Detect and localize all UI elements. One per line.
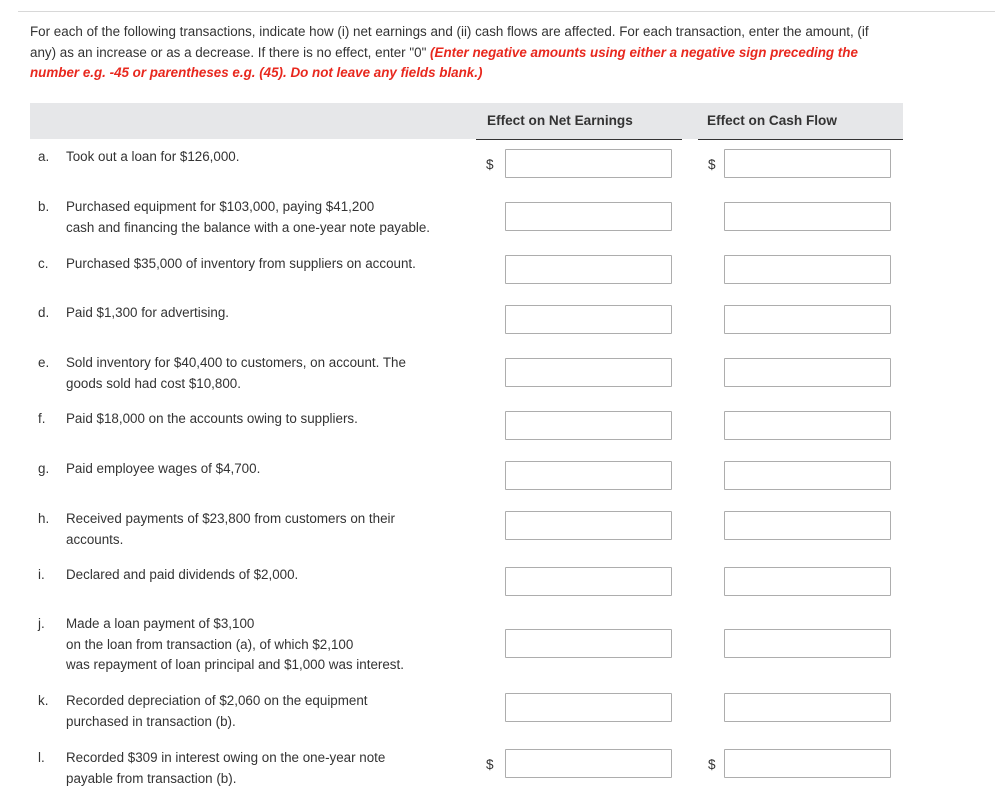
dollar-sign: $: [486, 757, 494, 772]
transaction-description-line: accounts.: [66, 531, 124, 547]
transaction-description-line: Received payments of $23,800 from customers on their: [66, 511, 395, 526]
net-earnings-input[interactable]: [505, 255, 672, 284]
cash-flow-input[interactable]: [724, 749, 891, 778]
transaction-description-line: goods sold had cost $10,800.: [66, 375, 241, 391]
transaction-description-line: Took out a loan for $126,000.: [66, 149, 240, 164]
cash-flow-input[interactable]: [724, 149, 891, 178]
transaction-description: [66, 748, 466, 789]
net-earnings-input[interactable]: [505, 511, 672, 540]
column-underline-cash-flow: [698, 139, 903, 140]
dollar-sign: $: [486, 157, 494, 172]
transaction-description: [66, 353, 466, 394]
transaction-letter: l.: [38, 750, 45, 765]
instructions-warning: (Enter negative amounts using either a negative sign preceding the number e.g. -45 or parentheses e.g. (45). Do not leave any fields blank.): [30, 44, 858, 80]
transaction-description-line: Recorded depreciation of $2,060 on the equipment: [66, 693, 368, 708]
column-underline-net-earnings: [476, 139, 682, 140]
net-earnings-input[interactable]: [505, 202, 672, 231]
cash-flow-input[interactable]: [724, 411, 891, 440]
net-earnings-input[interactable]: [505, 461, 672, 490]
transaction-description: [66, 509, 466, 550]
transaction-description: [66, 691, 466, 732]
transaction-description-line: cash and financing the balance with a one-year note payable.: [66, 219, 431, 235]
transaction-description-line: Sold inventory for $40,400 to customers, on account. The: [66, 355, 406, 370]
instructions-text: For each of the following transactions, indicate how (i) net earnings and (ii) cash flows are affected. For each transaction, enter the amount, (if any) as an increase or as a decrease. If there is no effect, enter "0": [30, 24, 869, 60]
transaction-description-line: Paid $18,000 on the accounts owing to suppliers.: [66, 411, 358, 426]
column-header-net-earnings: Effect on Net Earnings: [487, 113, 633, 128]
transaction-description-line: was repayment of loan principal and $1,000 was interest.: [66, 657, 404, 672]
transaction-description: [66, 459, 466, 480]
transaction-description-line: Declared and paid dividends of $2,000.: [66, 567, 299, 582]
cash-flow-input[interactable]: [724, 693, 891, 722]
cash-flow-input[interactable]: [724, 305, 891, 334]
cash-flow-input[interactable]: [724, 461, 891, 490]
transaction-letter: k.: [38, 693, 49, 708]
transaction-description-line: Purchased $35,000 of inventory from suppliers on account.: [66, 256, 416, 271]
transaction-description-line: Made a loan payment of $3,100: [66, 616, 255, 631]
transaction-description-line: Recorded $309 in interest owing on the one-year note: [66, 750, 386, 765]
transaction-letter: e.: [38, 355, 50, 370]
transaction-description: [66, 409, 466, 430]
net-earnings-input[interactable]: [505, 567, 672, 596]
transaction-letter: i.: [38, 567, 45, 582]
transaction-letter: c.: [38, 256, 49, 271]
transaction-letter: b.: [38, 199, 50, 214]
column-header-cash-flow: Effect on Cash Flow: [707, 113, 837, 128]
transaction-description-line: purchased in transaction (b).: [66, 713, 236, 729]
transaction-description-line: Paid $1,300 for advertising.: [66, 305, 230, 320]
transaction-description: [66, 147, 466, 168]
dollar-sign: $: [708, 157, 716, 172]
net-earnings-input[interactable]: [505, 358, 672, 387]
transaction-letter: d.: [38, 305, 50, 320]
net-earnings-input[interactable]: [505, 629, 672, 658]
cash-flow-input[interactable]: [724, 202, 891, 231]
cash-flow-input[interactable]: [724, 358, 891, 387]
transaction-description: [66, 303, 466, 324]
net-earnings-input[interactable]: [505, 749, 672, 778]
transaction-letter: a.: [38, 149, 50, 164]
transaction-description: [66, 197, 466, 238]
net-earnings-input[interactable]: [505, 411, 672, 440]
cash-flow-input[interactable]: [724, 255, 891, 284]
transaction-letter: h.: [38, 511, 50, 526]
transaction-description: [66, 565, 466, 586]
top-divider: [18, 11, 995, 12]
cash-flow-input[interactable]: [724, 511, 891, 540]
question-instructions: [30, 22, 890, 84]
transaction-description: [66, 254, 466, 275]
transaction-description-line: on the loan from transaction (a), of which $2,100: [66, 636, 354, 652]
transaction-description-line: Purchased equipment for $103,000, paying $41,200: [66, 199, 375, 214]
net-earnings-input[interactable]: [505, 149, 672, 178]
transaction-letter: g.: [38, 461, 50, 476]
transaction-description: [66, 614, 466, 676]
cash-flow-input[interactable]: [724, 629, 891, 658]
cash-flow-input[interactable]: [724, 567, 891, 596]
transaction-letter: j.: [38, 616, 45, 631]
dollar-sign: $: [708, 757, 716, 772]
net-earnings-input[interactable]: [505, 693, 672, 722]
transaction-description-line: payable from transaction (b).: [66, 770, 237, 786]
transaction-description-line: Paid employee wages of $4,700.: [66, 461, 261, 476]
net-earnings-input[interactable]: [505, 305, 672, 334]
transaction-letter: f.: [38, 411, 46, 426]
